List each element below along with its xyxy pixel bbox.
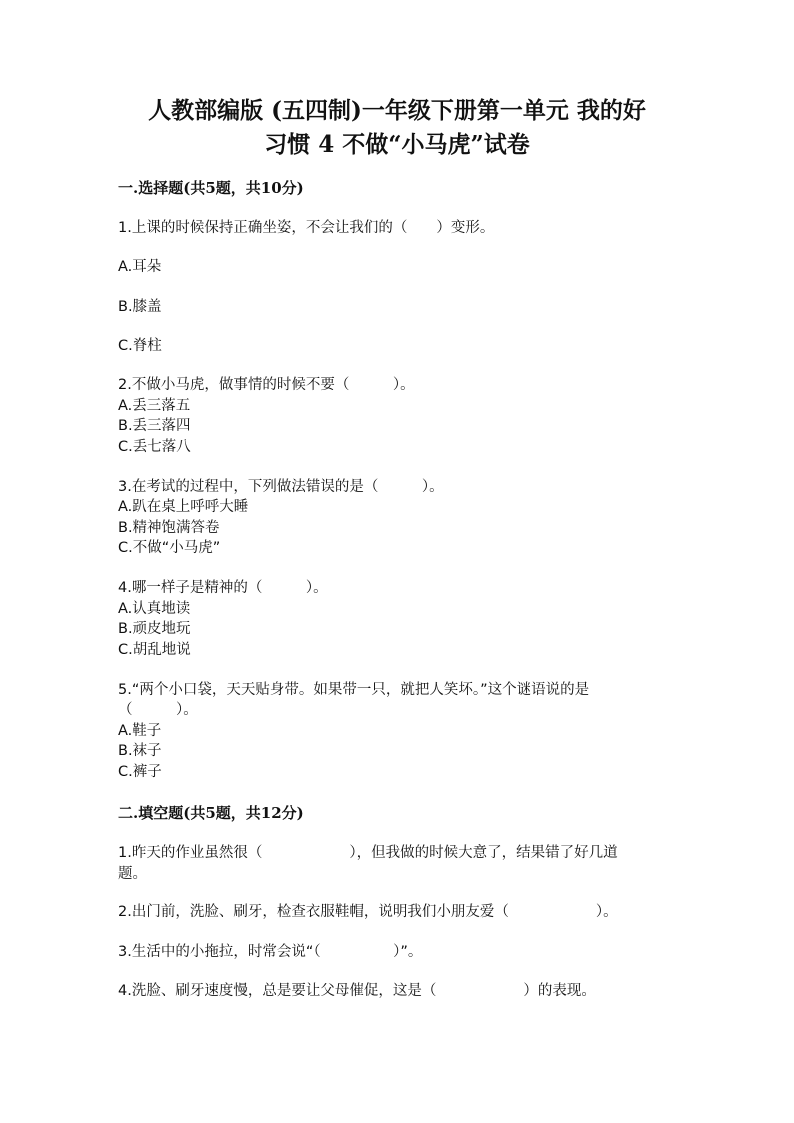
option: C.脊柱 [118,338,162,354]
fill-question: 3.生活中的小拖拉，时常会说“（ ）”。 [118,944,423,960]
option: A.认真地读 [118,601,191,617]
option: C.丢七落八 [118,439,191,455]
fill-question: 1.昨天的作业虽然很（ ），但我做的时候大意了，结果错了好几道 [118,845,618,861]
section-heading-choice: 一.选择题(共5题，共10分) [118,179,304,197]
question-stem: 4.哪一样子是精神的（ ）。 [118,580,328,596]
option: B.袜子 [118,743,162,759]
option: A.耳朵 [118,259,162,275]
option: B.丢三落四 [118,418,191,434]
question-stem: 2.不做小马虎，做事情的时候不要（ ）。 [118,377,415,393]
option: C.胡乱地说 [118,642,191,658]
doc-title-line1: 人教部编版 (五四制)一年级下册第一单元 我的好 [148,97,646,124]
fill-question: 4.洗脸、刷牙速度慢，总是要让父母催促，这是（ ）的表现。 [118,983,596,999]
question-stem: 1.上课的时候保持正确坐姿，不会让我们的（ ）变形。 [118,220,495,236]
option: B.精神饱满答卷 [118,520,220,536]
option: C.裤子 [118,764,162,780]
option: A.趴在桌上呼呼大睡 [118,499,249,515]
fill-question-cont: 题。 [118,866,147,882]
fill-question: 2.出门前，洗脸、刷牙，检查衣服鞋帽，说明我们小朋友爱（ ）。 [118,904,618,920]
question-stem-cont: （ ）。 [118,702,198,718]
option: B.顽皮地玩 [118,621,191,637]
option: A.丢三落五 [118,398,191,414]
section-heading-fill: 二.填空题(共5题，共12分) [118,804,304,822]
option: C.不做“小马虎” [118,540,221,556]
option: A.鞋子 [118,723,162,739]
question-stem: 5.“两个小口袋，天天贴身带。如果带一只，就把人笑坏。”这个谜语说的是 [118,682,590,698]
doc-title-line2: 习惯 4 不做“小马虎”试卷 [264,131,530,158]
question-stem: 3.在考试的过程中，下列做法错误的是（ ）。 [118,479,444,495]
option: B.膝盖 [118,299,162,315]
